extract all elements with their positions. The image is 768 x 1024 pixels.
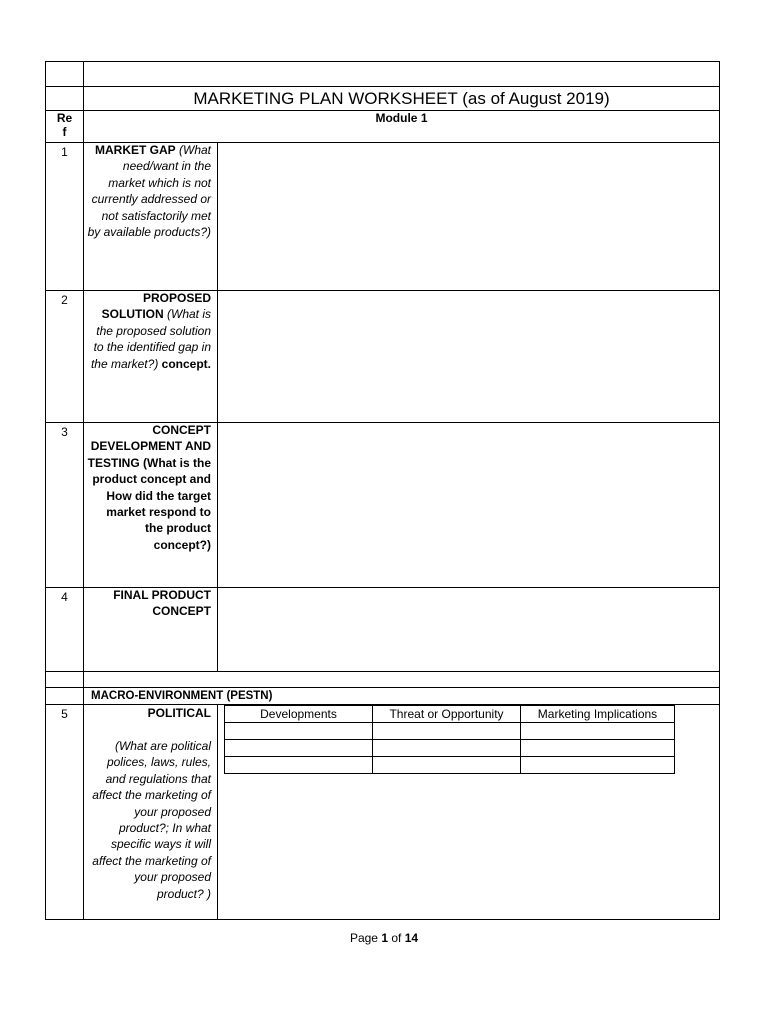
table-cell[interactable] (373, 757, 520, 773)
footer-prefix: Page (349, 931, 382, 945)
market-gap-label (86, 142, 211, 240)
row-ref-number: 5 (61, 707, 68, 721)
total-page-count: 14 (404, 931, 419, 945)
table-cell[interactable] (225, 740, 372, 756)
current-page-number: 1 (381, 931, 388, 945)
market-gap-prompt: (What need/want in the market which is not currently addressed or not satisfactorily met by available products?) (87, 143, 211, 240)
column-header-developments: Developments (260, 707, 337, 721)
political-label: POLITICAL (147, 706, 211, 720)
proposed-solution-answer-area[interactable] (218, 291, 719, 422)
row-ref-number: 1 (61, 145, 68, 159)
macro-environment-heading: MACRO-ENVIRONMENT (PESTN) (91, 690, 273, 702)
proposed-solution-label (86, 290, 211, 372)
concept-development-answer-area[interactable] (218, 423, 719, 587)
final-product-concept-answer-area[interactable] (218, 588, 719, 671)
row-ref-number: 3 (61, 425, 68, 439)
table-cell[interactable] (521, 757, 674, 773)
column-header-marketing-implications: Marketing Implications (537, 707, 658, 721)
proposed-solution-tail: concept. (158, 356, 211, 371)
row-ref-number: 4 (61, 590, 68, 604)
final-product-concept-label: FINAL PRODUCT CONCEPT (113, 588, 211, 619)
table-cell[interactable] (373, 740, 520, 756)
political-analysis-table (224, 705, 675, 774)
table-cell[interactable] (225, 757, 372, 773)
market-gap-title: MARKET GAP (94, 143, 176, 157)
table-cell[interactable] (521, 723, 674, 739)
table-cell[interactable] (225, 723, 372, 739)
political-prompt: (What are political polices, laws, rules, and regulations that affect the marketing of your proposed product?; In what specific ways it will affect the marketing of your proposed product? ) (92, 739, 211, 901)
column-header-threat-or-opportunity: Threat or Opportunity (389, 707, 504, 721)
worksheet-title: MARKETING PLAN WORKSHEET (as of August 2019) (193, 89, 610, 108)
table-cell[interactable] (521, 740, 674, 756)
proposed-solution-title: PROPOSED SOLUTION (101, 291, 211, 322)
footer-of: of (388, 931, 405, 945)
ref-column-header: Re f (56, 111, 73, 139)
page-footer (284, 930, 484, 946)
market-gap-answer-area[interactable] (218, 143, 719, 290)
proposed-solution-prompt: (What is the proposed solution to the identified gap in the market?) (90, 307, 211, 371)
table-cell[interactable] (373, 723, 520, 739)
concept-development-label: CONCEPT DEVELOPMENT AND TESTING (What is the product concept and How did the target market respond to the product concept?) (87, 423, 211, 552)
row-ref-number: 2 (61, 293, 68, 307)
module-heading: Module 1 (375, 111, 428, 125)
